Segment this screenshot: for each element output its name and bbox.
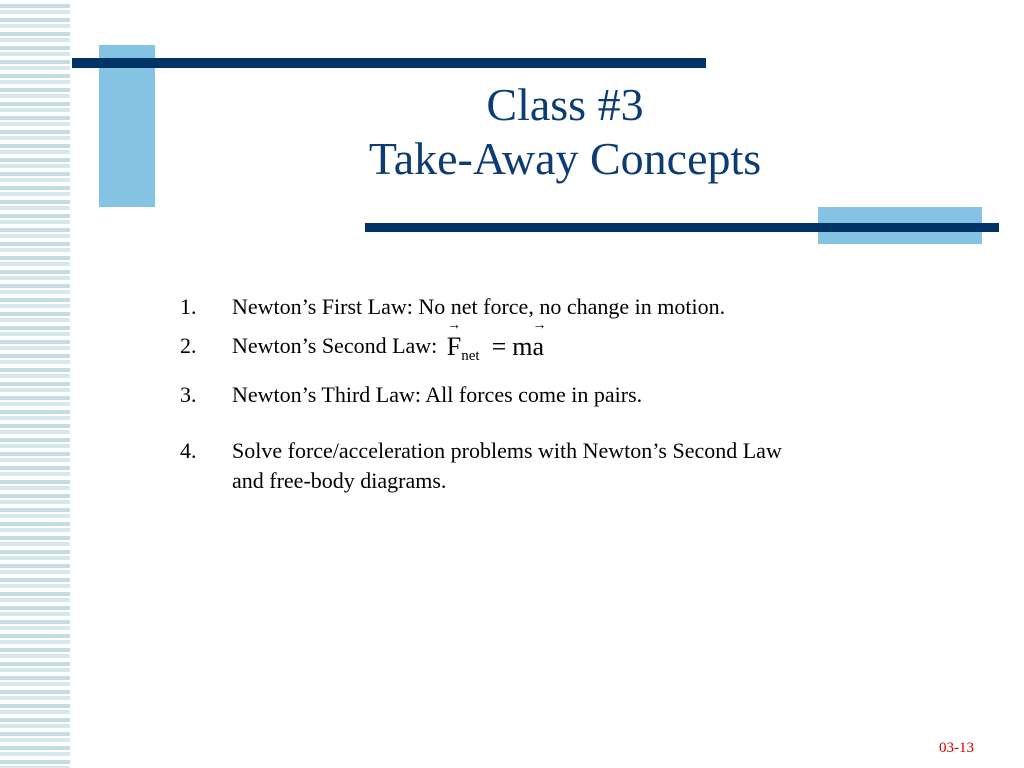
- acceleration-symbol: a: [532, 332, 545, 361]
- decor-navy-bar-top: [72, 58, 706, 68]
- list-item-number: 3.: [180, 382, 197, 407]
- acceleration-vector: [532, 318, 547, 362]
- list-item-text: Newton’s First Law: No net force, no change in motion.: [232, 294, 726, 319]
- title-line-2: Take-Away Concepts: [368, 133, 762, 184]
- newton-second-law-formula: [446, 318, 547, 371]
- list-item: [180, 380, 900, 410]
- list-item: [180, 436, 900, 496]
- slide-title: [250, 78, 880, 186]
- force-vector: [446, 318, 462, 362]
- concept-list: [180, 292, 900, 505]
- page-number: 03-13: [939, 740, 974, 756]
- vector-arrow-icon: →: [532, 318, 547, 333]
- force-subscript: net: [461, 348, 480, 364]
- equals-sign: =: [491, 332, 507, 361]
- list-item-text: Newton’s Second Law:: [232, 333, 438, 358]
- vector-arrow-icon: →: [447, 318, 462, 333]
- left-stripe-border: [0, 0, 72, 768]
- title-line-1: Class #3: [486, 79, 644, 130]
- list-item-text: Solve force/acceleration problems with Newton’s Second Law and free-body diagrams.: [232, 438, 782, 493]
- decor-light-blue-block-top: [99, 45, 155, 207]
- list-item-number: 2.: [180, 333, 197, 358]
- list-item-text: Newton’s Third Law: All forces come in pairs.: [232, 382, 643, 407]
- list-item: [180, 318, 900, 371]
- list-item-number: 1.: [180, 294, 197, 319]
- force-symbol: F: [446, 332, 462, 361]
- decor-navy-bar-bottom: [365, 223, 999, 232]
- list-item-number: 4.: [180, 438, 197, 463]
- mass-symbol: m: [512, 332, 533, 361]
